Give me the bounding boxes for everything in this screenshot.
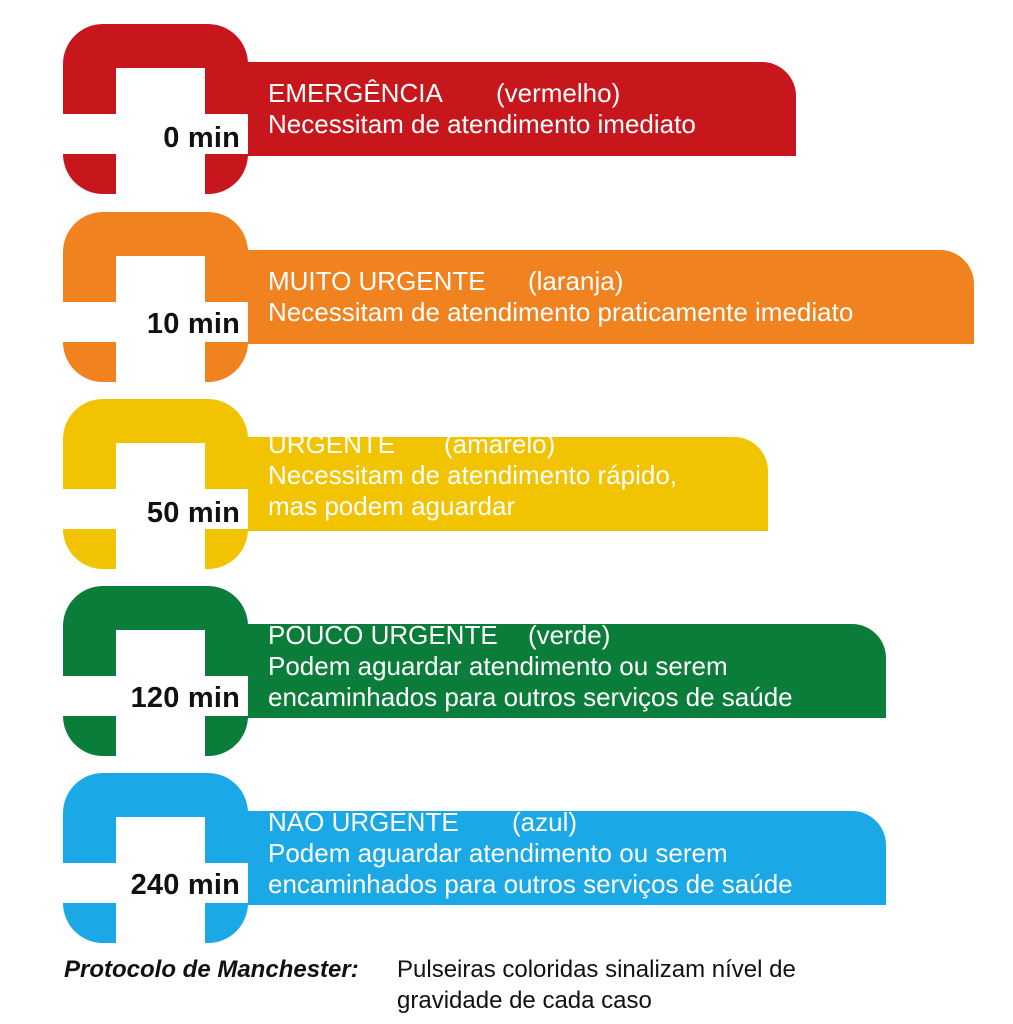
level-muito-urgente [0,212,1013,382]
level-text [268,429,677,522]
level-pouco-urgente [0,586,1013,756]
description-line: Podem aguardar atendimento ou serem [268,838,728,868]
level-text [268,807,793,900]
description-line: mas podem aguardar [268,491,516,521]
description-line: Necessitam de atendimento praticamente imediato [268,297,854,327]
description-line: Necessitam de atendimento rápido, [268,460,678,490]
footer-label: Protocolo de Manchester: [64,956,359,983]
description-line: encaminhados para outros serviços de saúde [268,682,793,712]
color-name: (verde) [528,620,611,650]
color-name: (laranja) [528,266,624,296]
color-name: (amarelo) [444,429,556,459]
description-line: Podem aguardar atendimento ou serem [268,651,728,681]
level-nao-urgente [0,773,1013,943]
footer-description-line: Pulseiras coloridas sinalizam nível de [397,956,796,983]
wait-time: 50 min [146,497,240,529]
level-text [268,266,853,328]
level-urgente [0,399,1013,569]
level-emergencia [0,24,1013,194]
category-label: MUITO URGENTE [268,266,486,296]
category-label: URGENTE [268,429,396,459]
category-label: EMERGÊNCIA [268,78,443,108]
description-line: encaminhados para outros serviços de saúde [268,869,793,899]
wait-time: 0 min [163,122,240,154]
level-text [268,620,793,713]
footer-description [397,954,796,1016]
level-text [268,78,696,140]
color-name: (vermelho) [496,78,621,108]
wait-time: 240 min [130,869,240,901]
wait-time: 10 min [146,308,240,340]
wait-time: 120 min [130,682,240,714]
category-label: POUCO URGENTE [268,620,498,650]
description-line: Necessitam de atendimento imediato [268,109,696,139]
category-label: NÃO URGENTE [268,807,459,837]
color-name: (azul) [512,807,578,837]
footer-description-line: gravidade de cada caso [397,987,652,1014]
